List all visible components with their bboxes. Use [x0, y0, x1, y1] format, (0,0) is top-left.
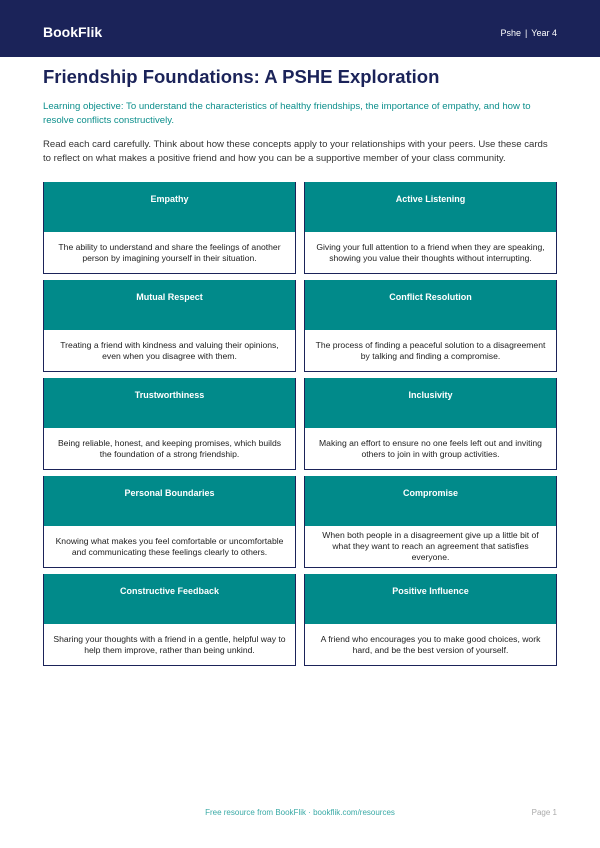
card-title: Mutual Respect — [136, 292, 203, 302]
card-header — [44, 280, 295, 330]
card-text: When both people in a disagreement give up a little bit of what they want to reach an agreement that satisfies everyone. — [322, 530, 539, 562]
card-conflict-resolution — [304, 280, 557, 372]
card-title: Trustworthiness — [134, 390, 205, 400]
brand-logo-text[interactable]: BookFlik — [43, 24, 103, 40]
card-text: Being reliable, honest, and keeping promises, which builds the foundation of a strong friendship. — [57, 437, 282, 459]
card-text: Making an effort to ensure no one feels left out and inviting others to join in with group activities. — [319, 437, 542, 459]
card-text: Giving your full attention to a friend when they are speaking, showing you value their thoughts without interrupting. — [316, 241, 545, 263]
subject-label: Pshe — [500, 28, 521, 38]
footer-resource-link[interactable]: Free resource from BookFlik · bookflik.com/resources — [205, 808, 395, 817]
card-text: The ability to understand and share the feelings of another person by imagining yourself in their situation. — [58, 241, 281, 263]
card-body — [44, 526, 295, 567]
meta-separator: | — [524, 28, 528, 38]
card-body — [44, 232, 295, 273]
card-header — [305, 476, 556, 526]
page-number: Page 1 — [531, 808, 557, 817]
card-title: Positive Influence — [392, 586, 469, 596]
card-title: Constructive Feedback — [119, 586, 220, 596]
card-header — [44, 378, 295, 428]
card-grid — [43, 182, 557, 666]
card-body — [305, 526, 556, 567]
card-personal-boundaries — [43, 476, 296, 568]
header-meta — [500, 27, 557, 39]
card-header — [305, 280, 556, 330]
card-trustworthiness — [43, 378, 296, 470]
card-text: Knowing what makes you feel comfortable or uncomfortable and communicating these feelings clearly to others. — [55, 535, 284, 557]
card-body — [44, 330, 295, 371]
card-text: Sharing your thoughts with a friend in a gentle, helpful way to help them improve, rather than being unkind. — [53, 633, 286, 655]
page-title: Friendship Foundations: A PSHE Exploration — [43, 66, 440, 87]
learning-objective: Learning objective: To understand the characteristics of healthy friendships, the importance of empathy, and how to resolve conflicts constructively. — [43, 101, 531, 126]
card-title: Compromise — [402, 488, 458, 498]
card-body — [305, 624, 556, 665]
card-text: A friend who encourages you to make good choices, work hard, and be the best version of yourself. — [320, 633, 541, 655]
card-header — [44, 574, 295, 624]
card-body — [305, 428, 556, 469]
card-compromise — [304, 476, 557, 568]
card-text: Treating a friend with kindness and valuing their opinions, even when you disagree with them. — [60, 339, 279, 361]
card-inclusivity — [304, 378, 557, 470]
card-body — [305, 232, 556, 273]
card-header — [44, 476, 295, 526]
intro-paragraph: Read each card carefully. Think about how these concepts apply to your relationships with your peers. Use these cards to reflect on what makes a positive friend and how you can be a supportive member of your class community. — [43, 139, 548, 164]
card-title: Empathy — [150, 194, 189, 204]
card-body — [44, 428, 295, 469]
card-title: Inclusivity — [408, 390, 453, 400]
card-positive-influence — [304, 574, 557, 666]
card-active-listening — [304, 182, 557, 274]
card-title: Active Listening — [395, 194, 466, 204]
year-label: Year 4 — [531, 28, 557, 38]
card-header — [44, 182, 295, 232]
card-header — [305, 182, 556, 232]
card-body — [305, 330, 556, 371]
card-empathy — [43, 182, 296, 274]
card-mutual-respect — [43, 280, 296, 372]
card-title: Personal Boundaries — [124, 488, 215, 498]
header-bar — [0, 0, 600, 57]
card-header — [305, 378, 556, 428]
card-title: Conflict Resolution — [389, 292, 472, 302]
card-body — [44, 624, 295, 665]
card-text: The process of finding a peaceful solution to a disagreement by talking and finding a compromise. — [315, 339, 546, 361]
card-header — [305, 574, 556, 624]
card-constructive-feedback — [43, 574, 296, 666]
